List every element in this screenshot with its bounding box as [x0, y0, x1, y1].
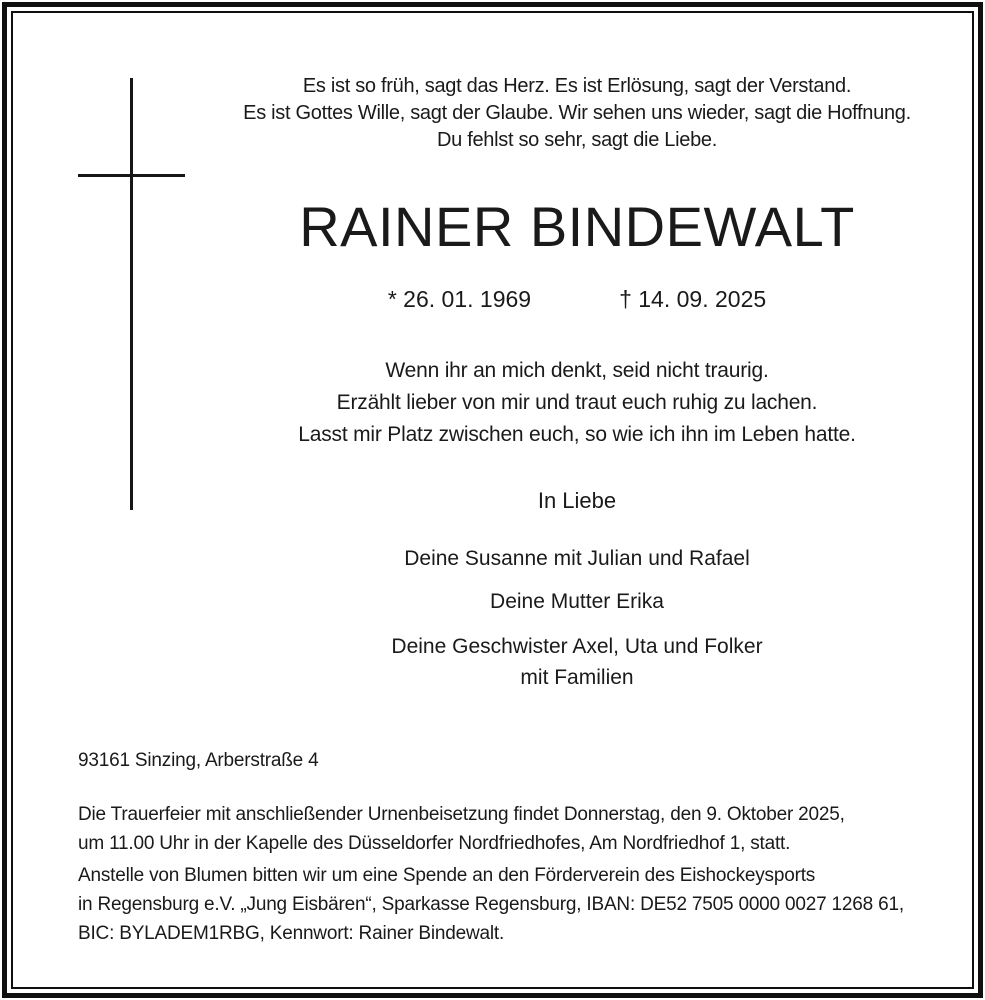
death-date: † 14. 09. 2025	[619, 286, 767, 312]
donation-info-line: in Regensburg e.V. „Jung Eisbären“, Sparkasse Regensburg, IBAN: DE52 7505 0000 0027 1268 61,	[78, 894, 904, 915]
memorial-poem	[184, 355, 970, 451]
epigraph	[184, 73, 970, 154]
poem-line: Erzählt lieber von mir und traut euch ruhig zu lachen.	[336, 391, 818, 414]
mourner-line: Deine Geschwister Axel, Uta und Folker	[391, 635, 763, 658]
mourner-line: mit Familien	[520, 666, 634, 689]
deceased-name: RAINER BINDEWALT	[299, 195, 855, 258]
epigraph-line: Es ist Gottes Wille, sagt der Glaube. Wir sehen uns wieder, sagt die Hoffnung.	[243, 102, 911, 124]
cross-icon-horizontal-bar	[78, 174, 185, 177]
birth-date: * 26. 01. 1969	[387, 286, 532, 312]
cross-icon-vertical-bar	[130, 78, 133, 510]
donation-info-line: BIC: BYLADEM1RBG, Kennwort: Rainer Bindewalt.	[78, 923, 505, 944]
outer-frame	[2, 2, 983, 998]
closing-phrase: In Liebe	[537, 488, 617, 513]
mourner-line: Deine Mutter Erika	[490, 590, 664, 613]
home-address: 93161 Sinzing, Arberstraße 4	[78, 750, 319, 771]
donation-info-line: Anstelle von Blumen bitten wir um eine Spende an den Förderverein des Eishockeysports	[78, 865, 816, 886]
life-dates	[184, 285, 970, 313]
inner-frame	[11, 11, 974, 989]
funeral-info-line: um 11.00 Uhr in der Kapelle des Düsseldorfer Nordfriedhofes, Am Nordfriedhof 1, statt.	[78, 833, 791, 854]
funeral-info-line: Die Trauerfeier mit anschließender Urnenbeisetzung findet Donnerstag, den 9. Oktober 2025,	[78, 804, 845, 825]
funeral-info	[78, 800, 952, 858]
donation-info	[78, 861, 952, 948]
poem-line: Lasst mir Platz zwischen euch, so wie ich ihn im Leben hatte.	[298, 423, 856, 446]
epigraph-line: Es ist so früh, sagt das Herz. Es ist Erlösung, sagt der Verstand.	[302, 75, 852, 97]
poem-line: Wenn ihr an mich denkt, seid nicht traurig.	[385, 359, 769, 382]
mourner-line: Deine Susanne mit Julian und Rafael	[404, 547, 750, 570]
epigraph-line: Du fehlst so sehr, sagt die Liebe.	[437, 129, 717, 151]
mourner-line-group	[184, 631, 970, 693]
